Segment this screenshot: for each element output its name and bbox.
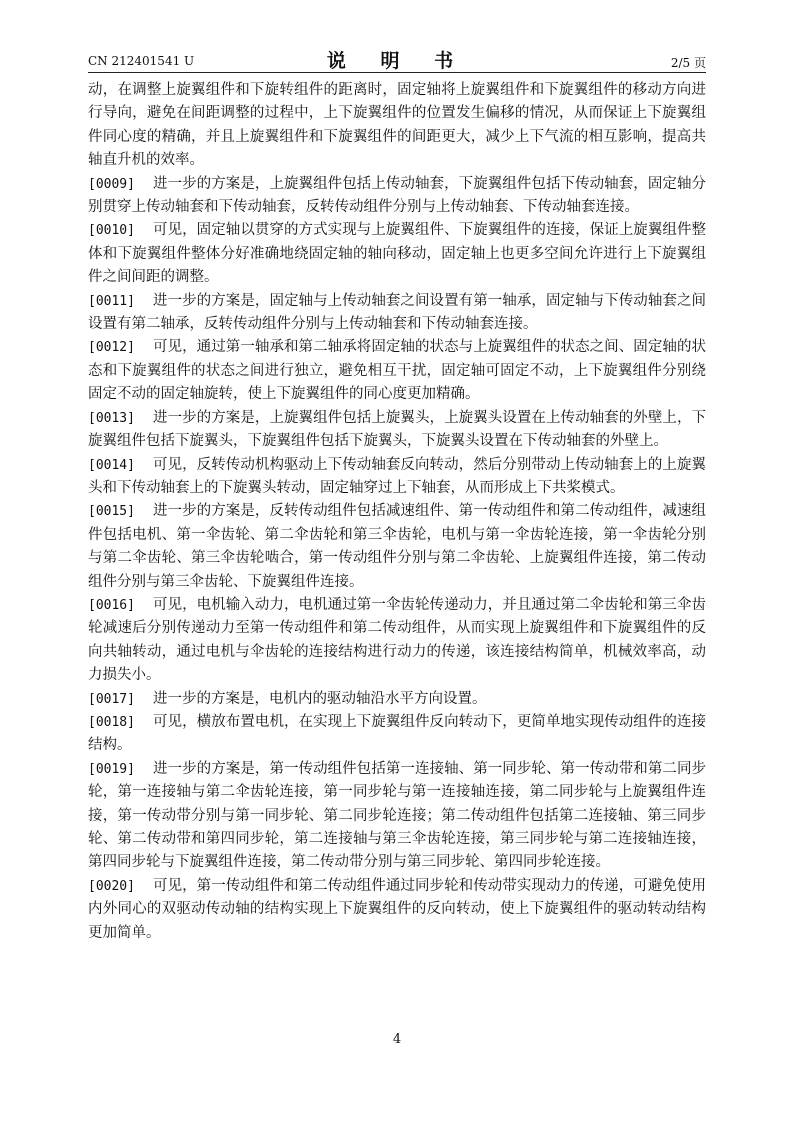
paragraph-text: 可见，固定轴以贯穿的方式实现与上旋翼组件、下旋翼组件的连接，保证上旋翼组件整体和下旋翼组件整体分好准确地绕固定轴的轴向移动，固定轴上也更多空间允许进行上下旋翼组件之间间距的调整。 [88, 222, 706, 286]
paragraph-text: 进一步的方案是，第一传动组件包括第一连接轴、第一同步轮、第一传动带和第二同步轮，第一连接轴与第二伞齿轮连接，第一同步轮与第一连接轴连接，第二同步轮与上旋翼组件连接，第一传动带分别与第一同步轮、第二同步轮连接；第二传动组件包括第二连接轴、第三同步轮、第二传动带和第四同步轮，第二连接轴与第三伞齿轮连接，第三同步轮与第二连接轴连接，第四同步轮与下旋翼组件连接，第二传动带分别与第三同步轮、第四同步轮连接。 [88, 760, 706, 871]
paragraph [88, 758, 706, 875]
page-indicator: 2/5 页 [670, 56, 706, 70]
page-header [88, 44, 706, 72]
paragraph-number: [0010] [88, 223, 135, 239]
paragraph-number: [0009] [88, 176, 135, 192]
paragraph [88, 594, 706, 688]
paragraph-number: [0015] [88, 504, 135, 520]
patent-number: CN 212401541 U [88, 54, 195, 68]
paragraph-number: [0019] [88, 761, 135, 777]
paragraph-number: [0017] [88, 691, 135, 707]
paragraph [88, 173, 706, 220]
paragraph-number: [0011] [88, 293, 135, 309]
paragraph-text: 可见，第一传动组件和第二传动组件通过同步轮和传动带实现动力的传递，可避免使用内外同心的双驱动传动轴的结构实现上下旋翼组件的反向转动，使上下旋翼组件的驱动转动结构更加简单。 [88, 877, 706, 941]
paragraph-number: [0018] [88, 714, 135, 730]
paragraph-text: 动，在调整上旋翼组件和下旋转组件的距离时，固定轴将上旋翼组件和下旋翼组件的移动方向进行导向，避免在间距调整的过程中，上下旋翼组件的位置发生偏移的情况，从而保证上下旋翼组件同心度的精确，并且上旋翼组件和下旋翼组件的间距更大，减少上下气流的相互影响，提高共轴直升机的效率。 [88, 82, 706, 169]
paragraph-text: 进一步的方案是，上旋翼组件包括上传动轴套，下旋翼组件包括下传动轴套，固定轴分别贯穿上传动轴套和下传动轴套，反转传动组件分别与上传动轴套、下传动轴套连接。 [88, 175, 706, 216]
paragraph [88, 407, 706, 454]
header-rule [88, 72, 706, 73]
paragraph [88, 875, 706, 945]
document-body [88, 79, 706, 945]
paragraph-number: [0020] [88, 878, 135, 894]
paragraph [88, 500, 706, 594]
paragraph-text: 进一步的方案是，反转传动组件包括减速组件、第一传动组件和第二传动组件，减速组件包括电机、第一伞齿轮、第二伞齿轮和第三伞齿轮，电机与第一伞齿轮连接，第一伞齿轮分别与第二伞齿轮、第三伞齿轮啮合，第一传动组件分别与第二伞齿轮、上旋翼组件连接，第二传动组件分别与第三伞齿轮、下旋翼组件连接。 [88, 503, 706, 590]
paragraph-text: 进一步的方案是，电机内的驱动轴沿水平方向设置。 [152, 690, 487, 707]
paragraph [88, 711, 706, 758]
paragraph-text: 可见，反转传动机构驱动上下传动轴套反向转动，然后分别带动上传动轴套上的上旋翼头和下传动轴套上的下旋翼头转动，固定轴穿过上下轴套，从而形成上下共桨模式。 [88, 456, 706, 496]
paragraph [88, 79, 706, 173]
paragraph [88, 454, 706, 501]
paragraph [88, 219, 706, 289]
document-title: 说 明 书 [326, 50, 468, 72]
paragraph-text: 进一步的方案是，上旋翼组件包括上旋翼头，上旋翼头设置在上传动轴套的外壁上，下旋翼组件包括下旋翼头，下旋翼组件包括下旋翼头，下旋翼头设置在下传动轴套的外壁上。 [88, 409, 706, 450]
paragraph [88, 290, 706, 337]
page-number: 4 [392, 1032, 402, 1047]
paragraph-number: [0012] [88, 340, 135, 356]
paragraph-number: [0013] [88, 410, 135, 426]
paragraph [88, 336, 706, 406]
paragraph-number: [0016] [88, 597, 135, 613]
paragraph-text: 可见，电机输入动力，电机通过第一伞齿轮传递动力，并且通过第二伞齿轮和第三伞齿轮减速后分别传递动力至第一传动组件和第二传动组件，从而实现上旋翼组件和下旋翼组件的反向共轴转动，通过电机与伞齿轮的连接结构进行动力的传递，该连接结构简单，机械效率高，动力损失小。 [88, 596, 706, 684]
paragraph-text: 可见，横放布置电机，在实现上下旋翼组件反向转动下，更简单地实现传动组件的连接结构。 [88, 713, 706, 754]
paragraph-number: [0014] [88, 457, 135, 473]
paragraph-text: 可见，通过第一轴承和第二轴承将固定轴的状态与上旋翼组件的状态之间、固定轴的状态和下旋翼组件的状态之间进行独立，避免相互干扰，固定轴可固定不动，上下旋翼组件分别绕固定不动的固定轴旋转，使上下旋翼组件的同心度更加精确。 [88, 339, 706, 403]
paragraph [88, 688, 706, 711]
paragraph-text: 进一步的方案是，固定轴与上传动轴套之间设置有第一轴承，固定轴与下传动轴套之间设置有第二轴承，反转传动组件分别与上传动轴套和下传动轴套连接。 [88, 292, 706, 333]
